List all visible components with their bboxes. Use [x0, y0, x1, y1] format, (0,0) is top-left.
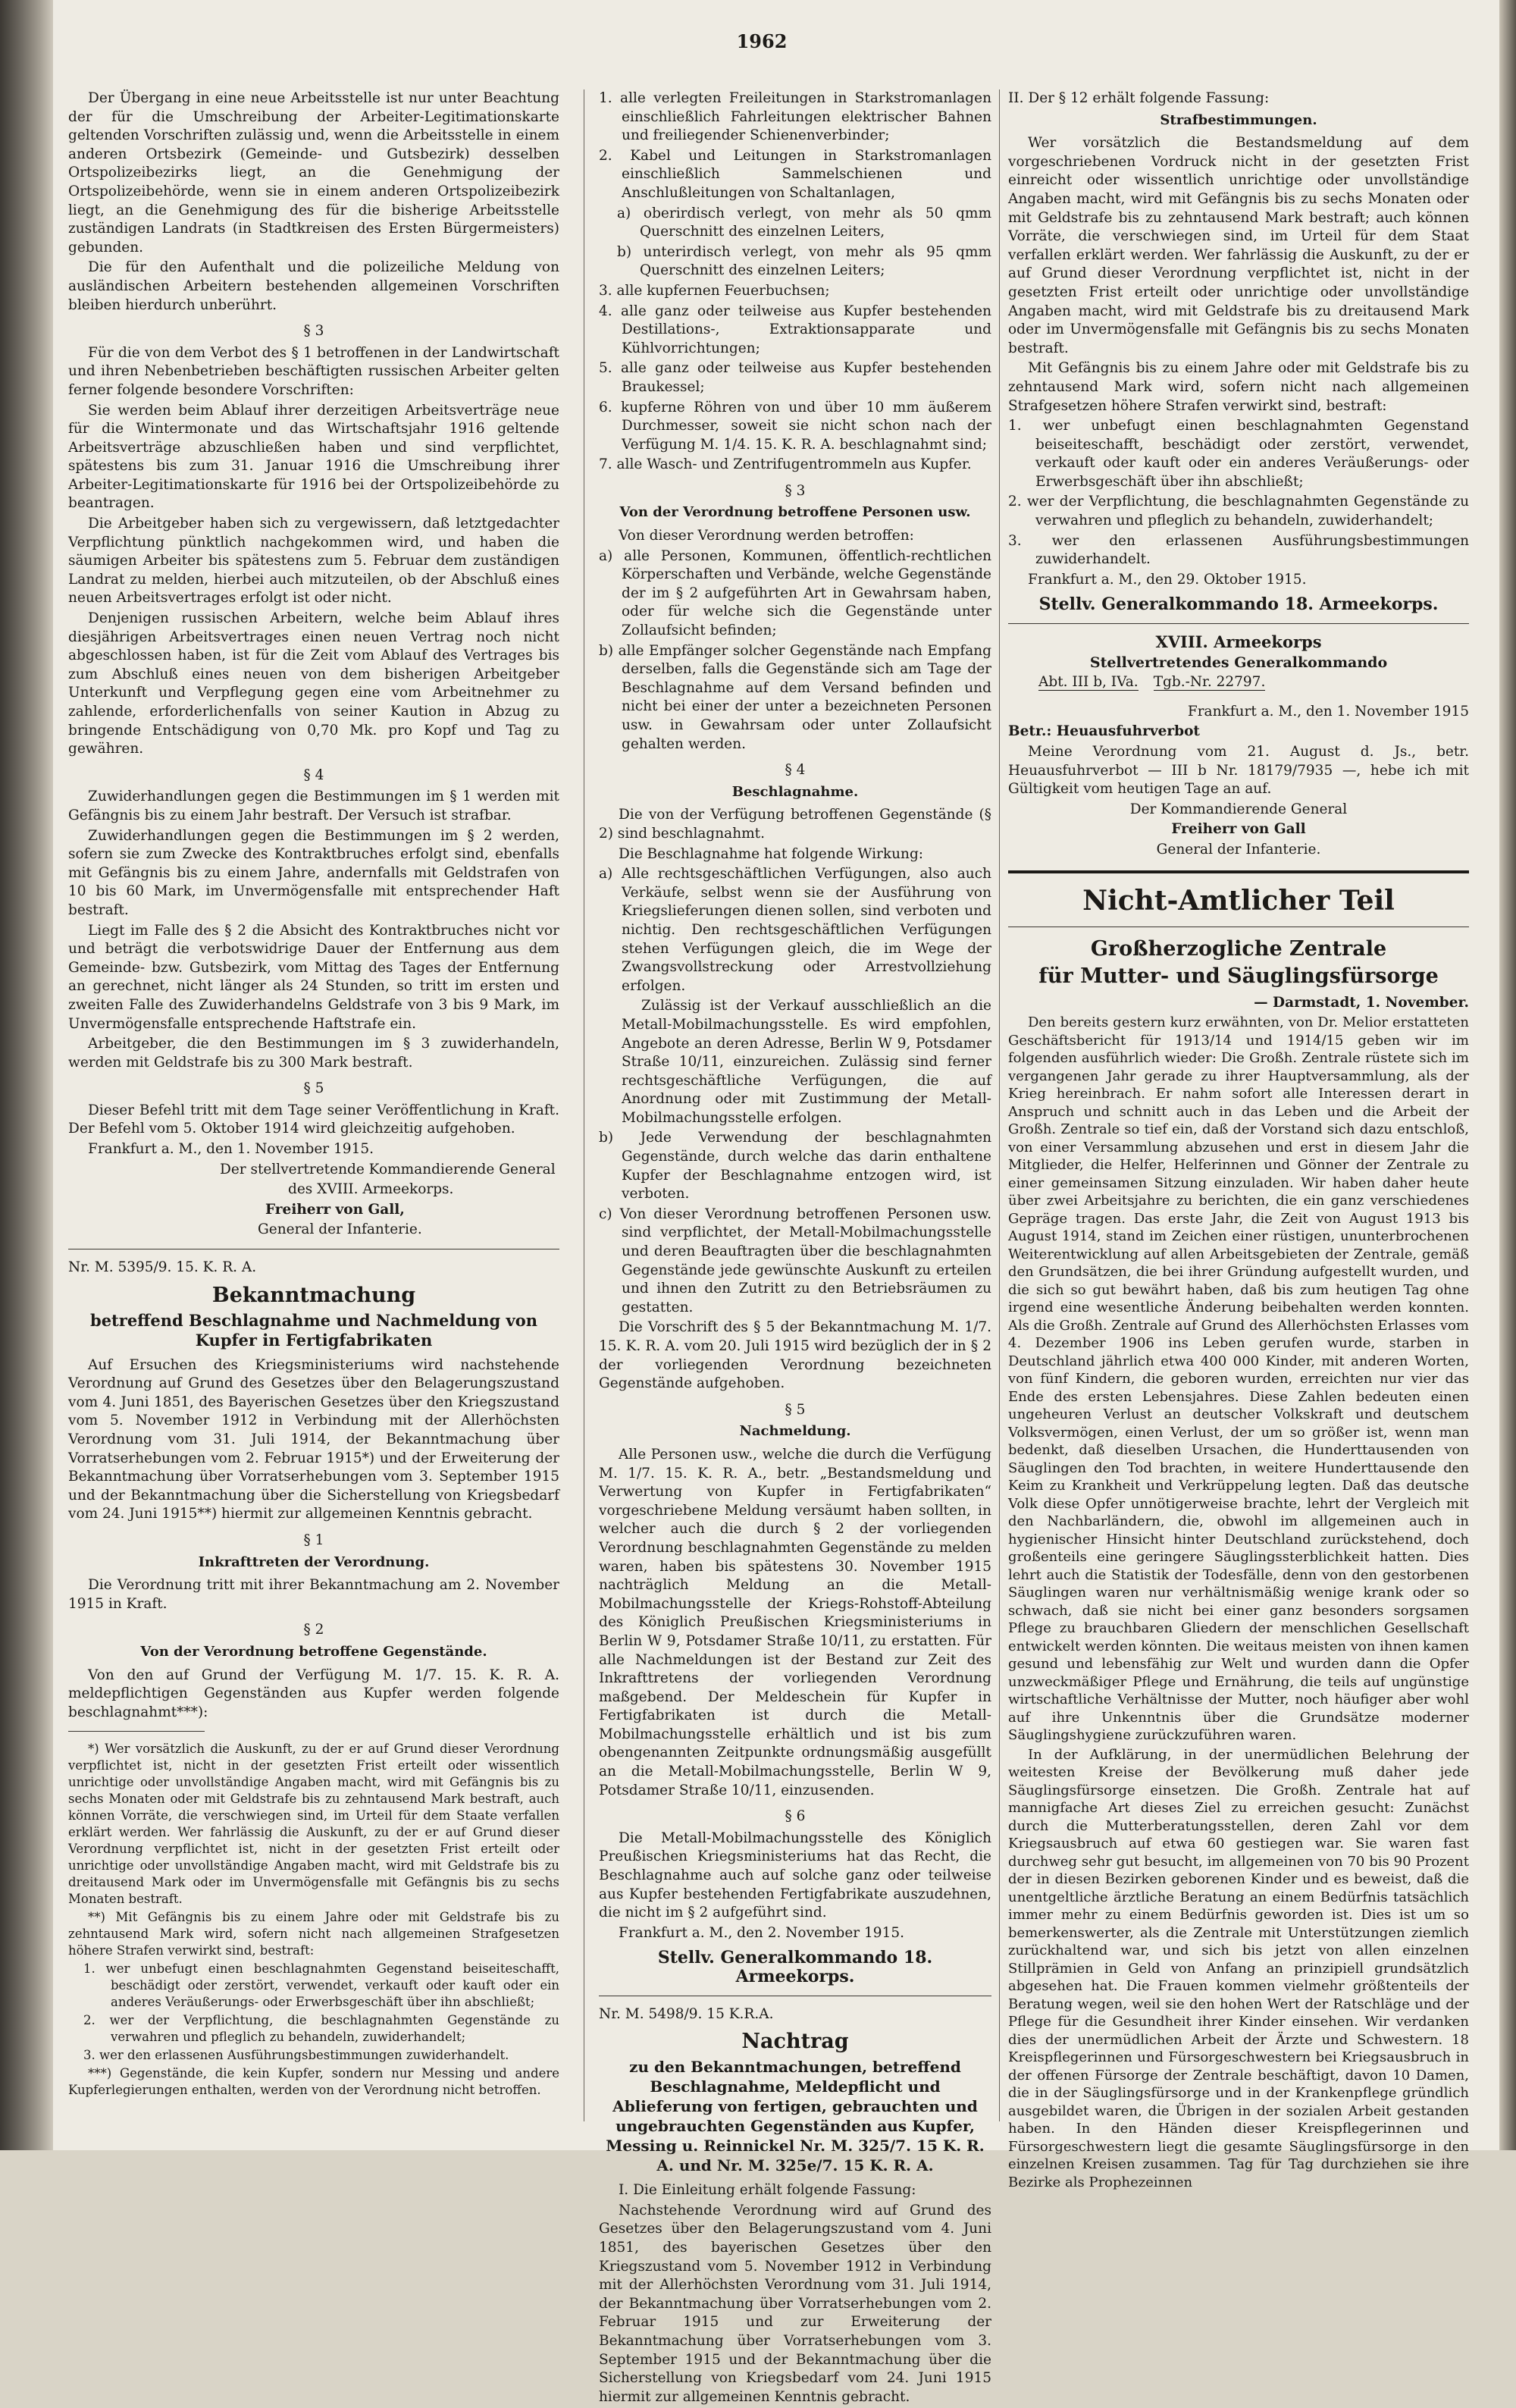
list-item: 7. alle Wasch- und Zentrifugentrommeln aus Kupfer. — [599, 456, 972, 473]
divider — [1008, 623, 1469, 624]
section-number: § 3 — [785, 482, 806, 499]
footnote-item: 2. wer der Verpflichtung, die beschlagnahmten Gegenstände zu verwahren und pfleglich zu behandeln, zuwiderhandelt; — [83, 2013, 559, 2045]
paragraph: Nachstehende Verordnung wird auf Grund des Gesetzes über den Belagerungszustand vom 4. Juni 1851, des bayerischen Gesetzes über den Kriegszustand vom 5. November 1912 in Verbindung mit der Allerhöchsten Verordnung vom 31. Juli 1914, der Bekanntmachung über Vorratserhebungen vom 2. Februar 1915 und zur Erweiterung der Bekanntmachung über Vorratserhebungen vom 3. September 1915 und der Bekanntmachung über die Sicherstellung von Kriegsbedarf vom 24. Juni 1915 hiermit zur allgemeinen Kenntnis gebracht. — [599, 2202, 991, 2405]
list-item: 1. alle verlegten Freileitungen in Starkstromanlagen einschließlich Fahrleitungen elektrischer Bahnen und freiliegender Schienenverbinder; — [599, 90, 991, 144]
list-subitem: b) unterirdisch verlegt, von mehr als 95 qmm Querschnitt des einzelnen Leiters; — [617, 243, 991, 279]
column-left — [68, 89, 559, 2100]
command-signature: Stellv. Generalkommando 18. Armeekorps. — [657, 1948, 933, 1986]
article-paragraph: Den bereits gestern kurz erwähnten, von Dr. Melior erstatteten Geschäftsbericht für 1913/14 und 1914/15 geben wir im folgenden ausführlich wieder: Die Großh. Zentrale rüstete sich im vergangenen Jahr gerade zu ihrer Hauptversammlung, als der Krieg hereinbrach. Er nahm sofort alle Interessen derart in Anspruch und schnitt auch in das Leben und die Arbeit der Großh. Zentrale so tief ein, daß der Vorstand sich dazu entschloß, von einer Versammlung abzusehen und erst in diesem Jahr die Mitglieder, die Helfer, Helferinnen und Gönner der Zentrale zu einer gemeinsamen Sitzung einzuladen. Wir haben daher heute über zwei Arbeitsjahre zu berichten, die ein ganz verschiedenes Gepräge tragen. Das erste Jahr, die Zeit von August 1913 bis August 1914, stand im Zeichen einer rüstigen, ununterbrochenen Weiterentwicklung auf allen Arbeitsgebieten der Zentrale, gemäß den Grundsätzen, die bei ihrer Gründung aufgestellt wurden, und die sich so gut bewährt haben, daß bis zum heutigen Tag ohne irgend eine wesentliche Änderung beibehalten werden konnten. Als die Großh. Zentrale auf Grund des Allerhöchsten Erlasses vom 4. Dezember 1906 ins Leben gerufen wurde, starben in Deutschland jährlich etwa 400 000 Kinder, mit anderen Worten, von fünf Kindern, die geboren wurden, erreichten nur vier das Ende des ersten Lebensjahres. Diese Zahlen bedeuten einen ungeheuren Verlust an deutscher Volkskraft und deutschem Volksvermögen, einen Verlust, der um so größer ist, wenn man bedenkt, daß dieselben Ursachen, die Hunderttausenden von Säuglingen den Tod brachten, in weitere Hunderttausende den Keim zu Krankheit und Verkrüppelung legten. Daß das deutsche Volk diese Opfer unnötigerweise brachte, lehrt der Vergleich mit den Nachbarländern, die, obwohl im allgemeinen auch in hygienischer Hinsicht hinter Deutschland zurückstehend, doch großenteils eine geringere Säuglingssterblichkeit hatten. Dies lehrt auch die Statistik der Todesfälle, denn von den gestorbenen Säuglingen waren nur verhältnismäßig wenige krank oder so schwach, daß sie nicht bei einer ganz besonders sorgsamen Pflege zu brauchbaren Gliedern der menschlichen Gesellschaft entwickelt werden könnten. Die weitaus meisten von ihnen kamen gesund und lebensfähig zur Welt und wurden dann die Opfer unzweckmäßiger Pflege und Ernährung, die teils auf ungünstige wirtschaftliche Verhältnisse der Mutter, noch häufiger aber wohl auf ihre Unkenntnis über die Grundsätze moderner Säuglingshygiene zurückzuführen waren. — [1008, 1014, 1469, 1744]
section-number: § 6 — [785, 1808, 806, 1825]
paragraph: Zuwiderhandlungen gegen die Bestimmungen im § 2 werden, sofern sie zum Zwecke des Kontraktbruches erfolgt sind, ebenfalls mit Gefängnis bis zu einem Jahre, andernfalls mit Geldstrafen von 10 bis 60 Mark, im Unvermögensfalle mit entsprechender Haft bestraft. — [68, 827, 559, 918]
page-number: 1962 — [736, 30, 788, 52]
list-subitem: a) oberirdisch verlegt, von mehr als 50 qmm Querschnitt des einzelnen Leiters, — [617, 205, 991, 240]
notice-title: Nachtrag — [741, 2030, 849, 2054]
column-rule-2 — [999, 89, 1000, 2121]
date-line: Frankfurt a. M., den 2. November 1915. — [619, 1924, 904, 1941]
section-heading: Von der Verordnung betroffene Gegenstände. — [140, 1643, 487, 1660]
footnote: ***) Gegenstände, die kein Kupfer, sondern nur Messing und andere Kupferlegierungen enthalten, werden von der Verordnung nicht betroffen. — [68, 2066, 559, 2098]
paragraph: Liegt im Falle des § 2 die Absicht des Kontraktbruches nicht vor und beträgt die verbotswidrige Dauer der Entfernung aus dem Gemeinde- bzw. Gutsbezirk, vom Mittag des Tages der Entfernung an gerechnet, nicht länger als 24 Stunden, so tritt im ersten und zweiten Falle des Zuwiderhandelns Geldstrafe von 3 bis 9 Mark, im Unvermögensfalle entsprechende Haftstrafe ein. — [68, 922, 559, 1032]
list-item: 3. alle kupfernen Feuerbuchsen; — [599, 282, 830, 299]
paragraph: Meine Verordnung vom 21. August d. Js., betr. Heuausfuhrverbot — III b Nr. 18179/7935 —, hebe ich mit Gültigkeit vom heutigen Tage an auf. — [1008, 744, 1469, 798]
footnote-divider — [68, 1731, 205, 1732]
list-item: b) alle Empfänger solcher Gegenstände nach Empfang derselben, falls die Gegenstände sich am Tage der Beschlagnahme auf dem Versand befinden und nicht bei einer der unter a bezeichneten Personen usw. in Gewahrsam oder unter Zollaufsicht gehalten werden. — [599, 642, 991, 752]
date-line: Frankfurt a. M., den 29. Oktober 1915. — [1028, 571, 1307, 588]
signature-line: des XVIII. Armeekorps. — [288, 1181, 454, 1198]
paragraph: Alle Personen usw., welche die durch die Verfügung M. 1/7. 15. K. R. A., betr. „Bestandsmeldung und Verwertung von Kupfer in Fertigfabrikaten“ vorgeschriebene Meldung versäumt haben sollten, in welcher auch die durch § 2 der vorliegenden Verordnung beschlagnahmten Gegenstände zu melden waren, haben bis spätestens 30. November 1915 nachträglich Meldung an die Metall-Mobilmachungsstelle der Kriegs-Rohstoff-Abteilung des Königlich Preußischen Kriegsministeriums in Berlin W 9, Potsdamer Straße 10/11, zu erstatten. Für alle Nachmeldungen ist der Bestand zur Zeit des Inkrafttretens der vorliegenden Verordnung maßgebend. Der Meldeschein für Kupfer in Fertigfabrikaten ist durch die Metall-Mobilmachungsstelle erhältlich und ist bis zum obengenannten Zeitpunkte ordnungsmäßig ausgefüllt an die Metall-Mobilmachungsstelle, Berlin W 9, Potsdamer Straße 10/11, einzusenden. — [599, 1446, 991, 1798]
column-middle — [599, 89, 991, 2408]
list-item: a) Alle rechtsgeschäftlichen Verfügungen, also auch Verkäufe, selbst wenn sie der Ausführung von Kriegslieferungen dienen sollen, sind verboten und nichtig. Den rechtsgeschäftlichen Verfügungen stehen Verfügungen gleich, die im Wege der Zwangsvollstreckung oder Arrestvollziehung erfolgen. — [599, 866, 991, 994]
paragraph: I. Die Einleitung erhält folgende Fassung: — [619, 2182, 916, 2199]
paragraph: Auf Ersuchen des Kriegsministeriums wird nachstehende Verordnung auf Grund des Gesetzes über den Belagerungszustand vom 4. Juni 1851, des Bayerischen Gesetzes über den Kriegszustand vom 5. November 1912 in Verbindung mit der Allerhöchsten Verordnung vom 31. Juli 1914, der Bekanntmachung über Vorratserhebungen vom 2. Februar 1915*) und der Erweiterung der Bekanntmachung über Vorratserhebungen vom 3. September 1915 und der Bekanntmachung über die Sicherstellung von Kriegsbedarf vom 24. Juni 1915**) hiermit zur allgemeinen Kenntnis gebracht. — [68, 1356, 559, 1522]
paragraph: Die von der Verfügung betroffenen Gegenstände (§ 2) sind beschlagnahmt. — [599, 807, 991, 842]
paragraph: Mit Gefängnis bis zu einem Jahre oder mit Geldstrafe bis zu zehntausend Mark wird, sofern nicht nach allgemeinen Strafgesetzen höhere Strafen verwirkt sind, bestraft: — [1008, 360, 1469, 414]
notice-title: Bekanntmachung — [211, 1283, 416, 1307]
paragraph: Die Vorschrift des § 5 der Bekanntmachung M. 1/7. 15. K. R. A. vom 20. Juli 1915 wird bezüglich der in § 2 der vorliegenden Verordnung bezeichneten Gegenstände aufgehoben. — [599, 1319, 991, 1392]
section-heading: Strafbestimmungen. — [1160, 111, 1317, 128]
section-heading: Inkrafttreten der Verordnung. — [198, 1554, 430, 1570]
section-banner: Nicht-Amtlicher Teil — [1082, 884, 1395, 917]
paragraph: Wer vorsätzlich die Bestandsmeldung auf dem vorgeschriebenen Vordruck nicht in der gesetzten Frist einreicht oder wissentlich unrichtige oder unvollständige Angaben macht, wird mit Gefängnis bis zu sechs Monaten oder mit Geldstrafe bis zu zehntausend Mark bestraft; auch können Vorräte, die verschwiegen sind, im Urteil für dem Staat verfallen erklärt werden. Wer fahrlässig die Auskunft, zu der er auf Grund dieser Verordnung verpflichtet ist, nicht in der gesetzten Frist erteilt oder unrichtige oder unvollständige Angaben macht, wird mit Geldstrafe bis zu dreitausend Mark oder im Unvermögensfalle mit Gefängnis bis zu sechs Monaten bestraft. — [1008, 135, 1469, 356]
section-heading: Von der Verordnung betroffene Personen usw. — [619, 504, 971, 521]
footnote-item: 3. wer den erlassenen Ausführungsbestimmungen zuwiderhandelt. — [83, 2048, 509, 2063]
corps-heading: XVIII. Armeekorps — [1155, 632, 1322, 652]
signature-line: General der Infanterie. — [258, 1221, 422, 1238]
list-item: 1. wer unbefugt einen beschlagnahmten Gegenstand beiseiteschafft, beschädigt oder zerstört, verwendet, verkauft oder kauft oder ein anderes Veräußerungs- oder Erwerbsgeschäft über ihn abschließt; — [1008, 418, 1469, 490]
signature-line: Der stellvertretende Kommandierende General — [220, 1161, 556, 1177]
thick-divider — [1008, 870, 1469, 873]
reference-number: Nr. M. 5395/9. 15. K. R. A. — [68, 1259, 257, 1276]
column-right — [1008, 89, 1469, 2193]
list-item: 4. alle ganz oder teilweise aus Kupfer bestehenden Destillations-, Extraktionsapparate und Kühlvorrichtungen; — [599, 303, 991, 356]
book-binding-shadow — [0, 0, 53, 2150]
section-number: § 1 — [303, 1532, 324, 1548]
section-heading: Beschlagnahme. — [731, 783, 859, 800]
section-number: § 5 — [303, 1080, 324, 1097]
article-paragraph: In der Aufklärung, in der unermüdlichen Belehrung der weitesten Kreise der Bevölkerung muß daher jede Säuglingsfürsorge einsetzen. Die Großh. Zentrale hat auf mannigfache Art dieses Ziel zu erreichen gesucht: Zunächst durch die Mutterberatungsstellen, deren Zahl vor dem Kriegsausbruch auf etwa 60 gestiegen war. Sie waren fast durchweg sehr gut besucht, im allgemeinen von 70 bis 90 Prozent der in diesen Bezirken geborenen Kinder und es beweist, daß die unentgeltliche ärztliche Beratung an einem Bedürfnis tatsächlich immer mehr zu einem Bedürfnis geworden ist. Dies ist um so bemerkenswerter, als die Zentrale mit Unterstützungen ziemlich zurückhaltend war, und sich bis jetzt von allen einzelnen Stillprämien in Geld von Anfang an prinzipiell grundsätzlich abgesehen hat. Die Frauen kommen vielmehr größtenteils der Beratung wegen, weil sie den hohen Wert der Ratschläge und der Pflege für die Gesundheit ihrer Kinder einsehen. Wir verdanken dies der unermüdlichen Arbeit der Ärzte und Schwestern. 18 Kreispflegerinnen und Fürsorgeschwestern bei Kriegsausbruch in der offenen Fürsorge der Zentrale beschäftigt, davon 10 Damen, die in der Säuglingsfürsorge und in der Krankenpflege gründlich ausgebildet waren, die Übrigen in der sozialen Arbeit gestanden haben. In den Händen dieser Kreispflegerinnen und Fürsorgeschwestern liegt die gesamte Säuglingsfürsorge in den einzelnen Kreisen zusammen. Tag für Tag durchziehen sie ihre Bezirke als Prophezeinnen — [1008, 1746, 1469, 2190]
section-number: § 3 — [303, 323, 324, 340]
paragraph: Denjenigen russischen Arbeitern, welche beim Ablauf ihres diesjährigen Arbeitsvertrages einen neuen Vertrag noch nicht abgeschlossen haben, ist für die Zeit vom Ablauf des Vertrages bis zum Abschluß eines neuen von dem bisherigen Arbeitgeber Unterkunft und Verpflegung gegen eine vom Arbeitnehmer zu zahlende, erforderlichenfalls von seiner Kaution in Abzug zu bringende Entschädigung von 0,70 Mk. pro Kopf und Tag zu gewähren. — [68, 610, 559, 757]
article-title: für Mutter- und Säuglingsfürsorge — [1038, 964, 1439, 988]
paragraph: Sie werden beim Ablauf ihrer derzeitigen Arbeitsverträge neue für die Wintermonate und das Wirtschaftsjahr 1916 geltende Arbeitsverträge abzuschließen haben und sind verpflichtet, spätestens bis zum 31. Januar 1916 die Umschreibung ihrer Arbeiter-Legitimationskarte für 1916 bei der Ortspolizeibehörde zu beantragen. — [68, 402, 559, 512]
journal-number: Tgb.-Nr. 22797. — [1153, 674, 1266, 691]
signature-name: Freiherr von Gall — [1171, 821, 1306, 838]
department-ref: Abt. III b, IVa. — [1038, 674, 1139, 691]
paragraph: II. Der § 12 erhält folgende Fassung: — [1008, 90, 1270, 106]
paragraph: Zuwiderhandlungen gegen die Bestimmungen im § 1 werden mit Gefängnis bis zu einem Jahr bestraft. Der Versuch ist strafbar. — [68, 789, 559, 823]
signature-line: General der Infanterie. — [1156, 841, 1321, 858]
footnote-item: 1. wer unbefugt einen beschlagnahmten Gegenstand beiseiteschafft, beschädigt oder zerstört, verwendet, verkauft oder kauft oder ein anderes Veräußerungs- oder Erwerbsgeschäft über ihn abschließt; — [83, 1961, 559, 2010]
paragraph: Dieser Befehl tritt mit dem Tage seiner Veröffentlichung in Kraft. Der Befehl vom 5. Oktober 1914 wird gleichzeitig aufgehoben. — [68, 1102, 559, 1137]
paragraph: Zulässig ist der Verkauf ausschließlich an die Metall-Mobilmachungsstelle. Es wird empfohlen, Angebote an deren Adresse, Berlin W 9, Potsdamer Straße 10/11, einzureichen. Zulässig sind ferner rechtsgeschäftliche Verfügungen, die auf Anordnung oder mit Zustimmung der Metall-Mobilmachungsstelle erfolgen. — [622, 998, 991, 1126]
signature-name: Freiherr von Gall, — [265, 1201, 405, 1218]
notice-subtitle: zu den Bekanntmachungen, betreffend Beschlagnahme, Meldepflicht und Ablieferung von fertigen, gebrauchten und ungebrauchten Gegenständen aus Kupfer, Messing u. Reinnickel Nr. M. 325/7. 15 K. R. A. und Nr. M. 325e/7. 15 K. R. A. — [606, 2058, 985, 2175]
date-line: Frankfurt a. M., den 1. November 1915 — [1187, 703, 1469, 720]
list-item: 6. kupferne Röhren von und über 10 mm äußerem Durchmesser, soweit sie nicht schon nach der Verfügung M. 1/4. 15. K. R. A. beschlagnahmt sind; — [599, 399, 991, 453]
paragraph: Der Übergang in eine neue Arbeitsstelle ist nur unter Beachtung der für die Umschreibung der Arbeiter-Legitimationskarte geltenden Vorschriften zulässig und, wenn die Arbeitsstelle in einem anderen Ortsbezirk (Gemeinde- und Gutsbezirk) desselben Ortspolizeibezirks liegt, an die Genehmigung der Ortspolizeibehörde, wenn sie in einem anderen Ortspolizeibezirk liegt, an die Genehmigung des für die bisherige Arbeitsstelle zuständigen Landrats (in Stadtkreisen des Ersten Bürgermeisters) gebunden. — [68, 90, 559, 256]
signature-line: Der Kommandierende General — [1129, 801, 1348, 817]
list-item: a) alle Personen, Kommunen, öffentlich-rechtlichen Körperschaften und Verbände, welche Gegenstände der im § 2 aufgeführten Art in Gewahrsam haben, oder für welche sich die Gegenstände unter Zollaufsicht befinden; — [599, 547, 992, 639]
list-item: 2. wer der Verpflichtung, die beschlagnahmten Gegenstände zu verwahren und pfleglich zu behandeln, zuwiderhandelt; — [1008, 494, 1469, 529]
footnote: **) Mit Gefängnis bis zu einem Jahre oder mit Geldstrafe bis zu zehntausend Mark wird, sofern nicht nach allgemeinen Strafgesetzen höhere Strafen verwirkt sind, bestraft: — [68, 1910, 559, 1958]
list-item: 5. alle ganz oder teilweise aus Kupfer bestehenden Braukessel; — [599, 360, 991, 395]
section-number: § 5 — [785, 1401, 806, 1418]
paragraph: Die für den Aufenthalt und die polizeiliche Meldung von ausländischen Arbeitern bestehenden allgemeinen Vorschriften bleiben hierdurch unberührt. — [68, 259, 559, 313]
list-item: 2. Kabel und Leitungen in Starkstromanlagen einschließlich Sammelschienen und Anschlußleitungen von Schaltanlagen, — [599, 147, 991, 201]
list-item: 3. wer den erlassenen Ausführungsbestimmungen zuwiderhandelt. — [1008, 532, 1469, 568]
footnote: *) Wer vorsätzlich die Auskunft, zu der er auf Grund dieser Verordnung verpflichtet ist, nicht in der gesetzten Frist erteilt oder wissentlich unrichtige oder unvollständige Angaben macht, wird mit Gefängnis bis zu sechs Monaten oder mit Geldstrafe bis zu zehntausend Mark bestraft, auch können Vorräte, die verschwiegen sind, im Urteil für dem Staate verfallen erklärt werden. Wer fahrlässig die Auskunft, zu der er auf Grund dieser Verordnung verpflichtet ist, nicht in der gesetzten Frist erteilt oder unrichtige oder unvollständige Angaben macht, wird mit Geldstrafe bis zu dreitausend Mark oder im Unvermögensfalle mit Gefängnis bis zu sechs Monaten bestraft. — [68, 1742, 559, 1907]
command-signature: Stellv. Generalkommando 18. Armeekorps. — [1038, 594, 1439, 615]
paragraph: Für die von dem Verbot des § 1 betroffenen in der Landwirtschaft und ihren Nebenbetrieben beschäftigten russischen Arbeiter gelten ferner folgende besondere Vorschriften: — [68, 344, 559, 398]
section-number: § 4 — [303, 767, 324, 783]
paragraph: Arbeitgeber, die den Bestimmungen im § 3 zuwiderhandeln, werden mit Geldstrafe bis zu 300 Mark bestraft. — [68, 1036, 559, 1071]
paragraph: Die Metall-Mobilmachungsstelle des Königlich Preußischen Kriegsministeriums hat das Recht, die Beschlagnahme auch auf solche ganz oder teilweise aus Kupfer bestehenden Fertigfabrikate auszudehnen, die nicht im § 2 aufgeführt sind. — [599, 1830, 991, 1921]
date-line: Frankfurt a. M., den 1. November 1915. — [88, 1141, 374, 1158]
subject-line: Betr.: Heuausfuhrverbot — [1008, 723, 1200, 740]
paragraph: Die Beschlagnahme hat folgende Wirkung: — [619, 845, 924, 862]
reference-number: Nr. M. 5498/9. 15 K.R.A. — [599, 2005, 774, 2022]
section-heading: Nachmeldung. — [739, 1423, 851, 1440]
notice-subtitle: betreffend Beschlagnahme und Nachmeldung von Kupfer in Fertigfabrikaten — [90, 1310, 537, 1350]
article-title: Großherzogliche Zentrale — [1090, 936, 1387, 961]
paragraph: Die Verordnung tritt mit ihrer Bekanntmachung am 2. November 1915 in Kraft. — [68, 1577, 559, 1612]
section-number: § 2 — [303, 1622, 324, 1638]
command-heading: Stellvertretendes Generalkommando — [1089, 654, 1388, 671]
paragraph: Die Arbeitgeber haben sich zu vergewissern, daß letztgedachter Verpflichtung pünktlich nachgekommen wird, und haben die säumigen Arbeiter bis spätestens zum 5. Februar dem zuständigen Landrat zu melden, hierbei auch mitzuteilen, ob der Abschluß eines neuen Arbeitsvertrages erfolgt ist oder nicht. — [68, 516, 559, 607]
section-number: § 4 — [785, 762, 806, 779]
paragraph: Von dieser Verordnung werden betroffen: — [619, 528, 914, 544]
list-item: c) Von dieser Verordnung betroffenen Personen usw. sind verpflichtet, der Metall-Mobilmachungsstelle und deren Beauftragten über die beschlagnahmten Gegenstände jede gewünschte Auskunft zu erteilen und ihnen den Zutritt zu den Betriebsräumen zu gestatten. — [599, 1206, 991, 1315]
page-edge-shadow — [1499, 0, 1516, 2150]
list-item: b) Jede Verwendung der beschlagnahmten Gegenstände, durch welche das darin enthaltene Kupfer der Beschlagnahme entzogen wird, ist verboten. — [599, 1130, 991, 1202]
paragraph: Von den auf Grund der Verfügung M. 1/7. 15. K. R. A. meldepflichtigen Gegenständen aus Kupfer werden folgende beschlagnahmt***): — [68, 1666, 559, 1720]
dateline: — Darmstadt, 1. November. — [1254, 994, 1469, 1011]
